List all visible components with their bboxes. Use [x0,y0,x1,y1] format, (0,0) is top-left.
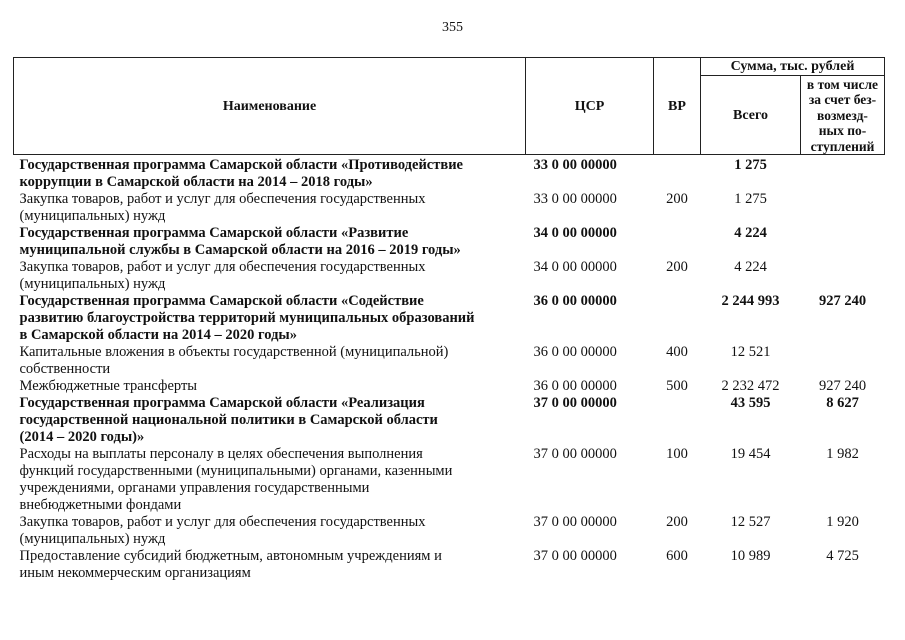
row-csr: 37 0 00 00000 [533,395,617,412]
row-name-line: муниципальной службы в Самарской области на 2016 – 2019 годы» [19,242,461,259]
table-row [14,446,885,514]
row-incl: 8 627 [826,395,859,412]
table-row [14,395,885,446]
row-vr: 500 [666,378,688,395]
row-vr [654,225,701,259]
header-sum: Сумма, тыс. рублей [701,58,885,76]
row-name [14,446,526,514]
header-incl-line: возмезд- [817,107,868,123]
row-name-line: Предоставление субсидий бюджетным, автономным учреждениям и [19,548,442,565]
row-incl: 927 240 [818,378,867,395]
row-total: 1 275 [734,157,767,174]
header-vr: ВР [654,58,701,155]
row-total: 1 275 [734,191,767,208]
row-vr: 200 [666,259,688,276]
row-name [14,514,526,548]
header-csr: ЦСР [526,58,654,155]
row-total: 2 244 993 [721,293,780,310]
header-total: Всего [701,76,801,155]
row-csr: 37 0 00 00000 [533,514,617,531]
row-name-line: развитию благоустройства территорий муниципальных образований [19,310,475,327]
row-total: 2 232 472 [721,378,780,395]
row-incl: 927 240 [818,293,867,310]
row-csr: 36 0 00 00000 [533,344,617,361]
row-vr [654,155,701,192]
row-vr: 200 [666,514,688,531]
row-total: 4 224 [734,225,767,242]
row-name-line: Межбюджетные трансферты [19,378,198,395]
row-name [14,155,526,192]
row-incl: 4 725 [826,548,859,565]
row-name-line: государственной национальной политики в Самарской области [19,412,438,429]
row-name [14,378,526,395]
page-number: 355 [442,20,463,35]
row-total: 12 527 [730,514,771,531]
row-name-line: (2014 – 2020 годы)» [19,429,145,446]
row-csr: 33 0 00 00000 [533,191,617,208]
row-total: 10 989 [730,548,771,565]
row-name-line: Государственная программа Самарской области «Развитие [19,225,409,242]
table-row [14,259,885,293]
row-name-line: Государственная программа Самарской области «Реализация [19,395,425,412]
row-incl [801,225,885,259]
row-name-line: коррупции в Самарской области на 2014 – 2018 годы» [19,174,373,191]
row-incl [801,155,885,192]
table-row [14,344,885,378]
table-row [14,548,885,582]
row-name-line: Закупка товаров, работ и услуг для обеспечения государственных [19,514,426,531]
header-name: Наименование [14,58,526,155]
row-name-line: Государственная программа Самарской области «Содействие [19,293,424,310]
row-name-line: собственности [19,361,111,378]
row-name [14,191,526,225]
row-name-line: Закупка товаров, работ и услуг для обеспечения государственных [19,259,426,276]
row-name-line: иным некоммерческим организациям [19,565,251,582]
row-vr: 200 [666,191,688,208]
row-csr: 36 0 00 00000 [533,293,617,310]
row-name-line: Закупка товаров, работ и услуг для обеспечения государственных [19,191,426,208]
row-name [14,548,526,582]
header-incl-line: ступлений [810,138,875,154]
row-vr: 400 [666,344,688,361]
row-vr: 100 [666,446,688,463]
row-name [14,225,526,259]
row-csr: 37 0 00 00000 [533,548,617,565]
row-name-line: (муниципальных) нужд [19,531,166,548]
row-name-line: Государственная программа Самарской области «Противодействие [19,157,463,174]
row-name-line: функций государственными (муниципальными) органами, казенными [19,463,453,480]
row-incl: 1 982 [826,446,859,463]
table-row [14,191,885,225]
row-name-line: учреждениями, органами управления государственными [19,480,370,497]
table-row [14,155,885,192]
row-csr: 36 0 00 00000 [533,378,617,395]
header-incl-line: в том числе [806,77,879,92]
header-incl-line: за счет без- [808,92,877,108]
row-total: 19 454 [730,446,771,463]
row-name-line: Расходы на выплаты персоналу в целях обеспечения выполнения [19,446,423,463]
row-total: 4 224 [734,259,767,276]
header-incl [801,76,885,155]
row-total: 43 595 [730,395,771,412]
row-name-line: внебюджетными фондами [19,497,182,514]
row-incl: 1 920 [826,514,859,531]
row-csr: 34 0 00 00000 [533,259,617,276]
row-incl [801,191,885,225]
table-row [14,293,885,344]
row-incl [801,344,885,378]
row-name-line: Капитальные вложения в объекты государственной (муниципальной) [19,344,449,361]
row-name-line: в Самарской области на 2014 – 2020 годы» [19,327,297,344]
row-name [14,344,526,378]
header-incl-line: ных по- [818,123,867,139]
row-name [14,259,526,293]
row-incl [801,259,885,293]
row-vr [654,293,701,344]
table-row [14,514,885,548]
row-name [14,395,526,446]
row-name-line: (муниципальных) нужд [19,276,166,293]
row-vr: 600 [666,548,688,565]
row-name-line: (муниципальных) нужд [19,208,166,225]
row-csr: 33 0 00 00000 [533,157,617,174]
budget-table [13,57,885,582]
row-vr [654,395,701,446]
row-csr: 37 0 00 00000 [533,446,617,463]
table-row [14,225,885,259]
table-row [14,378,885,395]
row-csr: 34 0 00 00000 [533,225,617,242]
row-total: 12 521 [730,344,771,361]
row-name [14,293,526,344]
